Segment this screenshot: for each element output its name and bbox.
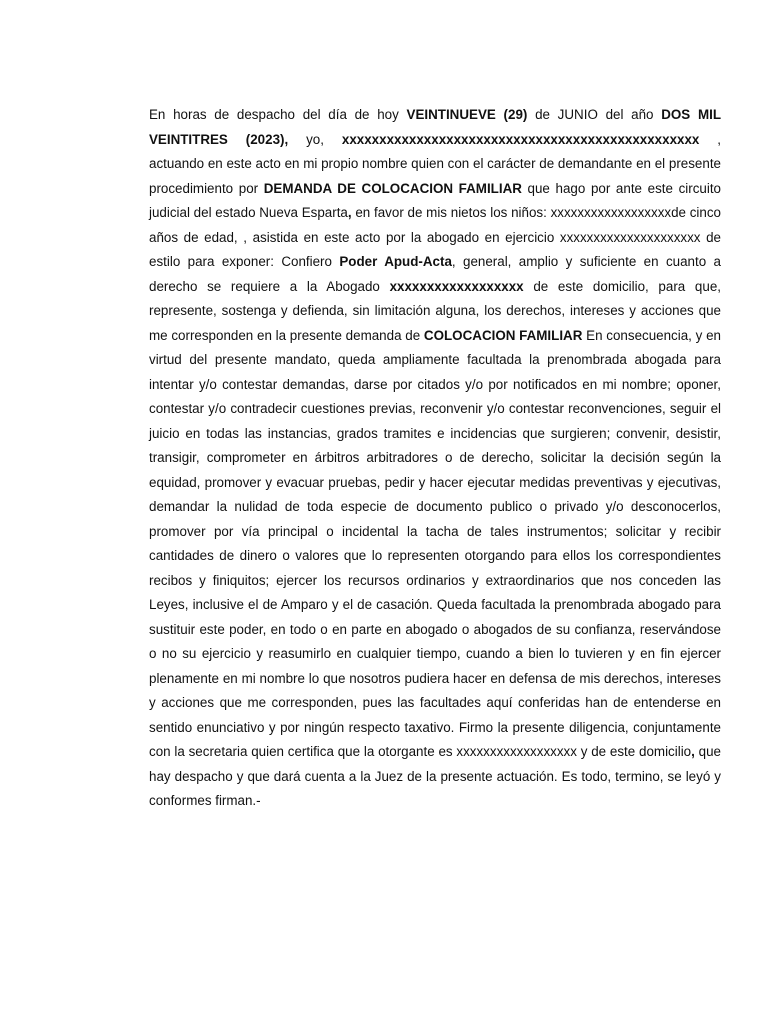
comma-bold: , bbox=[347, 205, 352, 221]
case-type-bold: DEMANDA DE COLOCACION FAMILIAR bbox=[263, 180, 522, 196]
redacted-name-bold: xxxxxxxxxxxxxxxxxxxxxxxxxxxxxxxxxxxxxxxxxxxxxxxx bbox=[341, 131, 700, 147]
document-body bbox=[149, 103, 721, 814]
date-year-bold: DOS MIL VEINTITRES (2023), bbox=[149, 107, 722, 147]
text-segment: de JUNIO del año bbox=[527, 107, 662, 123]
redacted-lawyer-bold: xxxxxxxxxxxxxxxxxx bbox=[389, 278, 524, 294]
comma-bold-2: , bbox=[691, 744, 695, 760]
date-day-bold: VEINTINUEVE (29) bbox=[406, 107, 528, 123]
text-segment: yo, bbox=[288, 131, 342, 147]
text-segment: que hago por ante este circuito judicial del estado Nueva Esparta bbox=[149, 180, 721, 221]
text-segment: que hay despacho y que dará cuenta a la Juez de la presente actuación. Es todo, termino, se leyó y conformes firman.- bbox=[149, 744, 722, 809]
text-segment: en favor de mis nietos los niños: xxxxxxxxxxxxxxxxxxde cinco años de edad, , asistida en este acto por la abogado en ejercicio xxxxxxxxxxxxxxxxxxxxx de estilo para exponer: Confiero bbox=[149, 205, 721, 270]
text-segment: En consecuencia, y en virtud del presente mandato, queda ampliamente facultada la prenombrada abogada para intentar y/o contestar demandas, darse por citados y/o por notificados en mi nombre; oponer, contestar y/o contradecir cuestiones previas, reconvenir y/o contestar reconvenciones, seguir el juicio en todas las instancias, grados tramites e incidencias que surgieren; convenir, desistir, transigir, comprometer en árbitros arbitradores o de derecho, solicitar la decisión según la equidad, promover y evacuar pruebas, pedir y hacer ejecutar medidas preventivas y ejecutivas, demandar la nulidad de toda especie de documento publico o privado y/o desconocerlos, promover por vía principal o incidental la tacha de tales instrumentos; solicitar y recibir cantidades de dinero o valores que lo representen otorgando para ellos los correspondientes recibos y finiquitos; ejercer los recursos ordinarios y extraordinarios que nos conceden las Leyes, inclusive el de Amparo y el de casación. Queda facultada la prenombrada abogado para sustituir este poder, en todo o en parte en abogado o abogados de su confianza, reservándose o no su ejercicio y reasumirlo en cualquier tiempo, cuando a bien lo tuvieren y en fin ejercer plenamente en mi nombre lo que nosotros pudiera hacer en defensa de mis derechos, intereses y acciones que me corresponden, pues las facultades aquí conferidas han de entenderse en sentido enunciativo y por ningún respecto taxativo. Firmo la presente diligencia, conjuntamente con la secretaria quien certifica que la otorgante es xxxxxxxxxxxxxxxxxx y de este domicilio bbox=[149, 327, 721, 760]
text-segment: En horas de despacho del día de hoy bbox=[149, 107, 407, 123]
text-segment: , general, amplio y suficiente en cuanto a derecho se requiere a la Abogado bbox=[149, 254, 722, 294]
case-type-bold-2: COLOCACION FAMILIAR bbox=[423, 327, 583, 343]
text-segment: , actuando en este acto en mi propio nombre quien con el carácter de demandante en el presente procedimiento por bbox=[149, 131, 721, 196]
text-segment: de este domicilio, para que, represente, sostenga y defienda, sin limitación alguna, los derechos, intereses y acciones que me corresponden en la presente demanda de bbox=[149, 278, 721, 343]
power-type-bold: Poder Apud-Acta bbox=[339, 254, 452, 270]
